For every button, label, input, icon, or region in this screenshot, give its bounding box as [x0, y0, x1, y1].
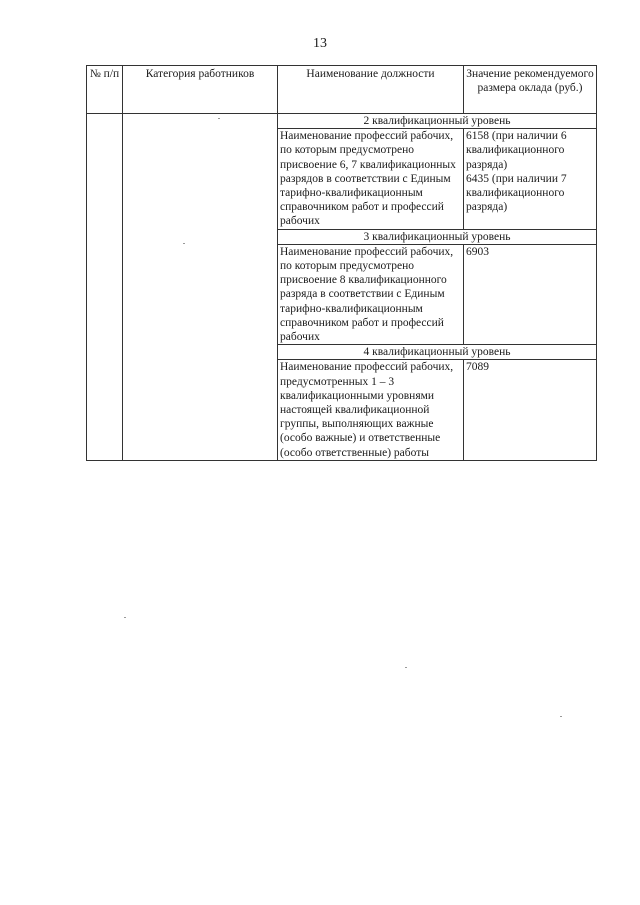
- level-label: 4 квалификационный уровень: [278, 345, 597, 360]
- position-cell: Наименование профессий рабочих, предусмотренных 1 – 3 квалификационными уровнями настоящей квалификационной группы, выполняющих важные (особо важные) и ответственные (особо ответственные) работы: [278, 360, 464, 460]
- scan-speck: [405, 667, 407, 668]
- salary-cell: [464, 129, 597, 229]
- salary-cell: [464, 360, 597, 460]
- scan-speck: [183, 243, 185, 244]
- salary-line: 6158 (при наличии 6 квалификационного разряда): [466, 130, 567, 171]
- page-number: 13: [313, 36, 327, 51]
- scan-speck: [124, 617, 126, 618]
- level-label: 2 квалификационный уровень: [278, 114, 597, 129]
- header-category: Категория работников: [123, 66, 278, 114]
- level-row: [87, 114, 597, 129]
- salary-line: 6903: [466, 245, 489, 258]
- salary-cell: [464, 244, 597, 344]
- empty-category-cell: [123, 114, 278, 461]
- position-cell: Наименование профессий рабочих, по которым предусмотрено присвоение 8 квалификационного разряда в соответствии с Единым тарифно-квалификационным справочником работ и профессий рабочих: [278, 244, 464, 344]
- header-position: Наименование должности: [278, 66, 464, 114]
- salary-table: [86, 65, 597, 461]
- header-salary: Значение рекомендуемого размера оклада (руб.): [464, 66, 597, 114]
- salary-line: 7089: [466, 361, 489, 374]
- level-label: 3 квалификационный уровень: [278, 229, 597, 244]
- scan-speck: [218, 118, 220, 119]
- header-num: № п/п: [87, 66, 123, 114]
- salary-line: 6435 (при наличии 7 квалификационного разряда): [466, 172, 567, 214]
- position-cell: Наименование профессий рабочих, по которым предусмотрено присвоение 6, 7 квалификационных разрядов в соответствии с Единым тарифно-квалификационным справочником работ и профессий рабочих: [278, 129, 464, 229]
- table-header-row: [87, 66, 597, 114]
- empty-num-cell: [87, 114, 123, 461]
- scan-speck: [560, 716, 562, 717]
